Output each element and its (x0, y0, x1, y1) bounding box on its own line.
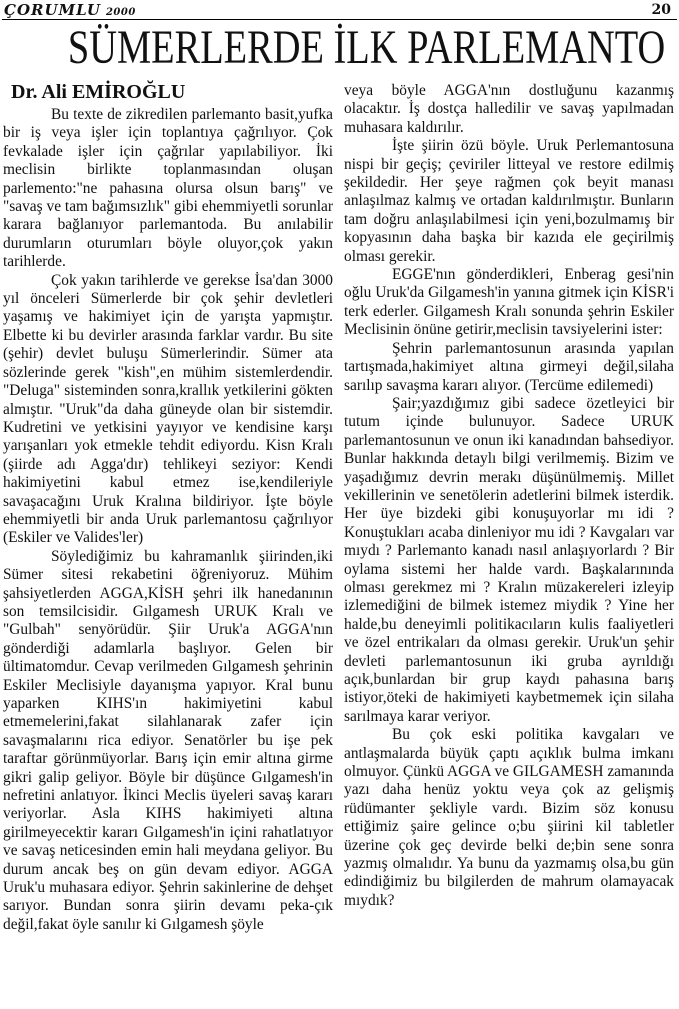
paragraph: EGGE'nın gönderdikleri, Enberag gesi'nin oğlu Uruk'da Gilgamesh'in yanına gitmek için KİSR'i terk ederler. Gilgamesh Kralı sonunda şehrin Eskiler Meclisinin önüne getirir,meclisin tavsiyelerini ister: (344, 266, 674, 339)
newspaper-brand (4, 1, 136, 19)
paragraph: Şair;yazdığımız gibi sadece özetleyici bir tutum içinde bulunuyor. Sadece URUK parlemantosunun ve onun iki kanadından bahsediyor. Bunlar hakkında detaylı bilgi verilmemiş. Bizim ve yaşadığımız devrin merakı düşünülmemiş. Millet vekillerinin ve senetölerin adetlerini bilmek isterdik. Her üye bizdeki gibi konuşuyorlar mı idi ? Konuştukları acaba dinleniyor mu idi ? Kavgaları var mıydı ? Parlemanto kanadı nasıl anlaşıyorlardı ? Bir oylama sistemi her halde vardı. Başkalarınında olması gerekmez mi ? Kralın müzakereleri izleyip izlemediğini de bilmek istemez miydik ? Yine her halde,bu deneyimli politikacıların kulis faaliyetleri ve özel entrikaları da olması gerekir. Uruk'un şehir devleti parlemantosunun iki gruba ayrıldığı açık,bunlardan bir grup kaydı pahasına barış istiyor,öteki de hakimiyeti kaybetmemek için silaha sarılmaya karar veriyor. (344, 394, 674, 725)
article-column-right (344, 82, 674, 910)
paragraph: Bu çok eski politika kavgaları ve antlaşmalarda büyük çaptı açıklık bulma imkanı olmuyor. Çünkü AGGA ve GILGAMESH zamanında yazı daha henüz yoktu veya çok az gelişmiş rüdümanter şekliyle vardı. Bizim söz konusu ettiğimiz şaire gelince o;bu şiirini kil tabletler üzerine çok geç devirde belki de;bin sene sonra yazmış olmalıdır. Ya bunu da yazmamış olsa,bu gün edindiğimiz bu bilgilerden de mahrum olamayacak mıydık? (344, 726, 675, 909)
paragraph: Söylediğimiz bu kahramanlık şiirinden,iki Sümer sitesi rekabetini öğreniyoruz. Mühim şahsiyetlerden AGGA,KİSH şehri ilk hanedanının son temsilcisidir. Gılgamesh URUK Kralı ve "Gulbah" senyörüdür. Şiir Uruk'a AGGA'nın gönderdiği adamlarla başlıyor. Gelen bir ültimatomdur. Cevap verilmeden Gılgamesh şehrinin Eskiler Meclisiyle dayanışma yapıyor. Kral bunu yaparken KIHS'ın hakimiyetini kabul etmemelerini,fakat silahlanarak zafer için savaşmalarını rica ediyor. Senatörler bu işe pek taraftar görünmüyorlar. Barış için emir altına girme gikri galip geliyor. Böyle bir düşünce Gılgamesh'in nefretini anlatıyor. İkinci Meclis üyeleri savaş kararı veriyorlar. Asla KIHS hakimiyeti altına girilmeyecektir kararı Gılgamesh'in içini rahatlatıyor ve savaş neticesinden emin hali meydana geliyor. Bu durum ancak beş on gün devam ediyor. AGGA Uruk'u muhasara ediyor. Şehrin sakinlerine de dehşet sarıyor. Bundan sonra şiirin devamı peka-çık değil,fakat öyle sanılır ki Gılgamesh şöyle (3, 547, 333, 933)
paragraph: Bu texte de zikredilen parlemanto basit,yufka bir iş veya işler için toplantıya çağrılıyor. Çok fevkalade işler için çağrılar yapılabiliyor. İki meclisin birlikte toplanmasından oluşan parlemento:"ne pahasına olursa olsun barış" ve "savaş ve tam bağımsızlık" gibi ehemmiyetli sorunlar karara bağlanıyor parlemantoda. Bu anılabilir durumların oturumları böyle oluyor,çok yakın tarihlerde. (3, 106, 333, 271)
page-number: 20 (651, 2, 671, 18)
brand-name: ÇORUMLU (4, 1, 101, 19)
paragraph: Çok yakın tarihlerde ve gerekse İsa'dan 3000 yıl önceleri Sümerlerde bir çok şehir devletleri yaşamış ve hakimiyet için de yarışta yapmıştır. Elbette ki bu devirler arasında farklar vardır. Bu site (şehir) devlet buluşu Sümerlerindir. Sümer ata sözlerinde gerek "kish",en mühim sistemlerdendir. "Deluga" sisteminden sonra,krallık yetkilerini gökten almıştır. "Uruk"da daha güneyde olan bir sistemdir. Kudretini ve yetkisini yayıyor ve kendisine karşı yarışanları yok etmekle tehdit ediyordu. Kisn Kralı (şiirde adı Agga'dır) tehlikeyi seziyor: Kendi hakimiyetini kabul etmez ise,kendileriyle savaşacağını Uruk Kralına bildiriyor. İşte böyle ehemmiyetli bir anda Uruk parlemantosu çağrılıyor (Eskiler ve Valides'ler) (3, 271, 333, 547)
page-header (0, 0, 679, 22)
article-column-left (3, 80, 333, 934)
paragraph: Şehrin parlemantosunun arasında yapılan tartışmada,hakimiyet altına girmeyi değil,silaha sarılıp savaşma kararı alıyor. (Tercüme edilemedi) (344, 339, 674, 394)
paragraph: İşte şiirin özü böyle. Uruk Perlemantosuna nispi bir geçiş; çeviriler litteyal ve restore edilmiş şekildedir. Her şeye rağmen çok beyit manası anlaşılmaz kalmış ve ortadan kaldırılmıştır. Bunların tam doğru anlaşılabilmesi için yeni,bozulmamış bir kopyasının daha başka bir kazıda ele geçirilmiş olması gerekir. (344, 137, 674, 265)
header-rule (2, 19, 677, 20)
brand-year: 2000 (105, 7, 136, 18)
article-author: Dr. Ali EMİROĞLU (11, 81, 186, 103)
article-title: SÜMERLERDE İLK PARLEMANTO (67, 21, 666, 74)
paragraph: veya böyle AGGA'nın dostluğunu kazanmış olacaktır. İş dostça halledilir ve savaş yapılmadan muhasara kaldırılır. (344, 82, 674, 136)
